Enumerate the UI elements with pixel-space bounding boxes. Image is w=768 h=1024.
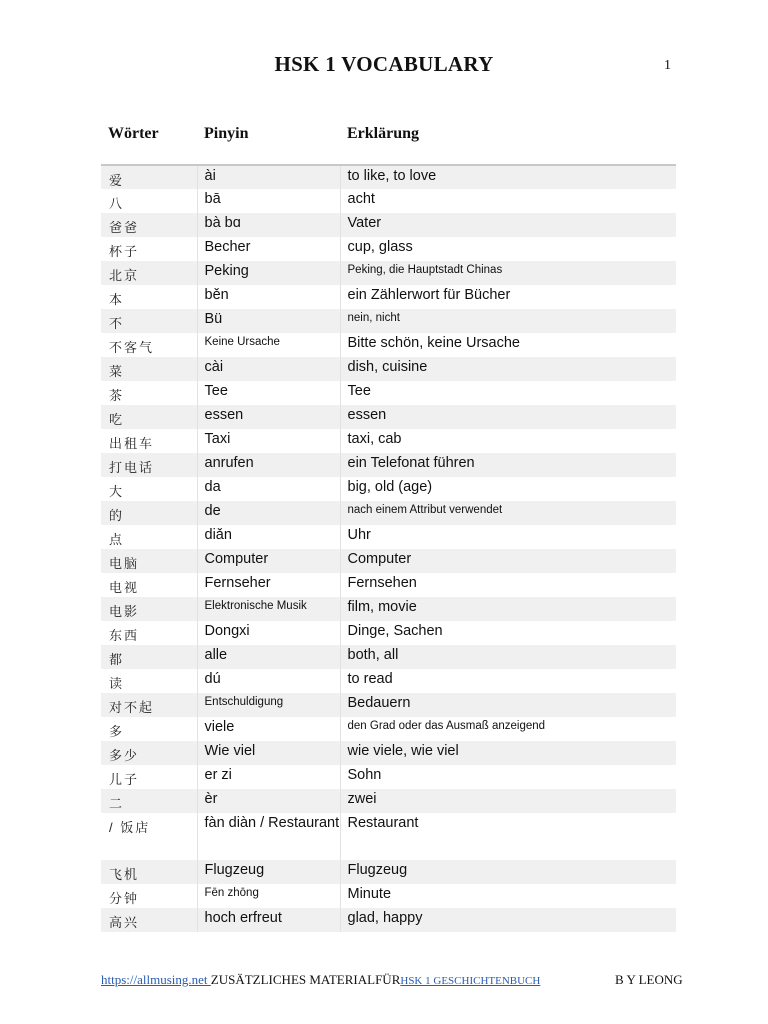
word-cell: 多少 xyxy=(101,741,197,765)
pinyin-cell: diǎn xyxy=(197,525,340,549)
word-cell: 读 xyxy=(101,669,197,693)
word-cell: 本 xyxy=(101,285,197,309)
word-cell: 电影 xyxy=(101,597,197,621)
column-header-words: Wörter xyxy=(108,125,159,142)
table-row xyxy=(101,309,676,333)
table-row xyxy=(101,789,676,813)
pinyin-cell: bā xyxy=(197,189,340,213)
table-row xyxy=(101,813,676,860)
table-row xyxy=(101,549,676,573)
pinyin-cell: Keine Ursache xyxy=(197,333,340,357)
pinyin-cell: Wie viel xyxy=(197,741,340,765)
word-cell: 爱 xyxy=(101,165,197,189)
meaning-cell: Bitte schön, keine Ursache xyxy=(340,333,676,357)
table-row xyxy=(101,645,676,669)
word-cell: 出租车 xyxy=(101,429,197,453)
word-cell: 的 xyxy=(101,501,197,525)
meaning-cell: Bedauern xyxy=(340,693,676,717)
pinyin-cell: Fernseher xyxy=(197,573,340,597)
word-cell: 北京 xyxy=(101,261,197,285)
table-row xyxy=(101,189,676,213)
word-cell: 爸爸 xyxy=(101,213,197,237)
word-cell: 不 xyxy=(101,309,197,333)
meaning-cell: ein Telefonat führen xyxy=(340,453,676,477)
table-row xyxy=(101,573,676,597)
column-header-explanation: Erklärung xyxy=(347,125,420,142)
table-row xyxy=(101,717,676,741)
word-cell: 杯子 xyxy=(101,237,197,261)
table-row xyxy=(101,884,676,908)
word-cell: 吃 xyxy=(101,405,197,429)
vocabulary-table xyxy=(101,164,676,932)
pinyin-cell: Bü xyxy=(197,309,340,333)
pinyin-cell: Dongxi xyxy=(197,621,340,645)
pinyin-cell: Tee xyxy=(197,381,340,405)
table-row xyxy=(101,477,676,501)
word-cell: 大 xyxy=(101,477,197,501)
pinyin-cell: alle xyxy=(197,645,340,669)
word-cell: 八 xyxy=(101,189,197,213)
table-row xyxy=(101,741,676,765)
meaning-cell: Fernsehen xyxy=(340,573,676,597)
vocabulary-table-body xyxy=(101,165,676,932)
meaning-cell: ein Zählerwort für Bücher xyxy=(340,285,676,309)
pinyin-cell: Entschuldigung xyxy=(197,693,340,717)
table-row xyxy=(101,261,676,285)
pinyin-cell: bà bɑ xyxy=(197,213,340,237)
page-number: 1 xyxy=(664,58,671,73)
pinyin-cell: er zi xyxy=(197,765,340,789)
meaning-cell: Minute xyxy=(340,884,676,908)
meaning-cell: to like, to love xyxy=(340,165,676,189)
meaning-cell: film, movie xyxy=(340,597,676,621)
column-header-pinyin: Pinyin xyxy=(204,125,249,142)
word-cell: 电视 xyxy=(101,573,197,597)
pinyin-cell: Taxi xyxy=(197,429,340,453)
pinyin-cell: essen xyxy=(197,405,340,429)
meaning-cell: essen xyxy=(340,405,676,429)
word-cell: 对不起 xyxy=(101,693,197,717)
pinyin-cell: èr xyxy=(197,789,340,813)
word-cell: 菜 xyxy=(101,357,197,381)
word-cell: 打电话 xyxy=(101,453,197,477)
pinyin-cell: Elektronische Musik xyxy=(197,597,340,621)
footer-author: B Y LEONG xyxy=(615,972,683,987)
meaning-cell: taxi, cab xyxy=(340,429,676,453)
meaning-cell: glad, happy xyxy=(340,908,676,932)
meaning-cell: acht xyxy=(340,189,676,213)
meaning-cell: cup, glass xyxy=(340,237,676,261)
meaning-cell: zwei xyxy=(340,789,676,813)
word-cell: 都 xyxy=(101,645,197,669)
word-cell: 东西 xyxy=(101,621,197,645)
table-row xyxy=(101,908,676,932)
table-row xyxy=(101,453,676,477)
meaning-cell: Dinge, Sachen xyxy=(340,621,676,645)
meaning-cell: Sohn xyxy=(340,765,676,789)
table-row xyxy=(101,357,676,381)
pinyin-cell: Fēn zhōng xyxy=(197,884,340,908)
footer-link[interactable]: https://allmusing.net xyxy=(101,972,211,987)
pinyin-cell: Becher xyxy=(197,237,340,261)
table-row xyxy=(101,693,676,717)
table-row xyxy=(101,237,676,261)
meaning-cell: Tee xyxy=(340,381,676,405)
meaning-cell: big, old (age) xyxy=(340,477,676,501)
pinyin-cell: Peking xyxy=(197,261,340,285)
footer-book-title[interactable]: HSK 1 GESCHICHTENBUCH xyxy=(400,975,541,987)
table-row xyxy=(101,429,676,453)
pinyin-cell: hoch erfreut xyxy=(197,908,340,932)
table-row xyxy=(101,333,676,357)
meaning-cell: Peking, die Hauptstadt Chinas xyxy=(340,261,676,285)
word-cell: 飞机 xyxy=(101,860,197,884)
meaning-cell: Uhr xyxy=(340,525,676,549)
footer-material-text: ZUSÄTZLICHES MATERIALFÜR xyxy=(210,972,401,987)
pinyin-cell: fàn diàn / Restaurant xyxy=(197,813,340,860)
table-row xyxy=(101,597,676,621)
meaning-cell: Restaurant xyxy=(340,813,676,860)
pinyin-cell: Computer xyxy=(197,549,340,573)
word-cell: 高兴 xyxy=(101,908,197,932)
table-row xyxy=(101,213,676,237)
word-cell: 多 xyxy=(101,717,197,741)
meaning-cell: Flugzeug xyxy=(340,860,676,884)
word-cell: 电脑 xyxy=(101,549,197,573)
pinyin-cell: viele xyxy=(197,717,340,741)
meaning-cell: dish, cuisine xyxy=(340,357,676,381)
meaning-cell: nein, nicht xyxy=(340,309,676,333)
table-row xyxy=(101,525,676,549)
pinyin-cell: dú xyxy=(197,669,340,693)
table-row xyxy=(101,381,676,405)
pinyin-cell: anrufen xyxy=(197,453,340,477)
meaning-cell: Vater xyxy=(340,213,676,237)
pinyin-cell: Flugzeug xyxy=(197,860,340,884)
word-cell: 茶 xyxy=(101,381,197,405)
pinyin-cell: běn xyxy=(197,285,340,309)
meaning-cell: Computer xyxy=(340,549,676,573)
meaning-cell: den Grad oder das Ausmaß anzeigend xyxy=(340,717,676,741)
word-cell: 不客气 xyxy=(101,333,197,357)
word-cell: 点 xyxy=(101,525,197,549)
meaning-cell: nach einem Attribut verwendet xyxy=(340,501,676,525)
page-title: HSK 1 VOCABULARY xyxy=(274,52,494,76)
table-row xyxy=(101,285,676,309)
pinyin-cell: ài xyxy=(197,165,340,189)
table-row xyxy=(101,669,676,693)
footer xyxy=(101,972,691,988)
pinyin-cell: cài xyxy=(197,357,340,381)
table-row xyxy=(101,405,676,429)
pinyin-cell: de xyxy=(197,501,340,525)
table-row xyxy=(101,860,676,884)
meaning-cell: both, all xyxy=(340,645,676,669)
table-row xyxy=(101,765,676,789)
meaning-cell: wie viele, wie viel xyxy=(340,741,676,765)
pinyin-cell: da xyxy=(197,477,340,501)
table-row xyxy=(101,165,676,189)
table-row xyxy=(101,621,676,645)
word-cell: / 饭店 xyxy=(101,813,197,860)
meaning-cell: to read xyxy=(340,669,676,693)
word-cell: 二 xyxy=(101,789,197,813)
word-cell: 儿子 xyxy=(101,765,197,789)
word-cell: 分钟 xyxy=(101,884,197,908)
table-row xyxy=(101,501,676,525)
